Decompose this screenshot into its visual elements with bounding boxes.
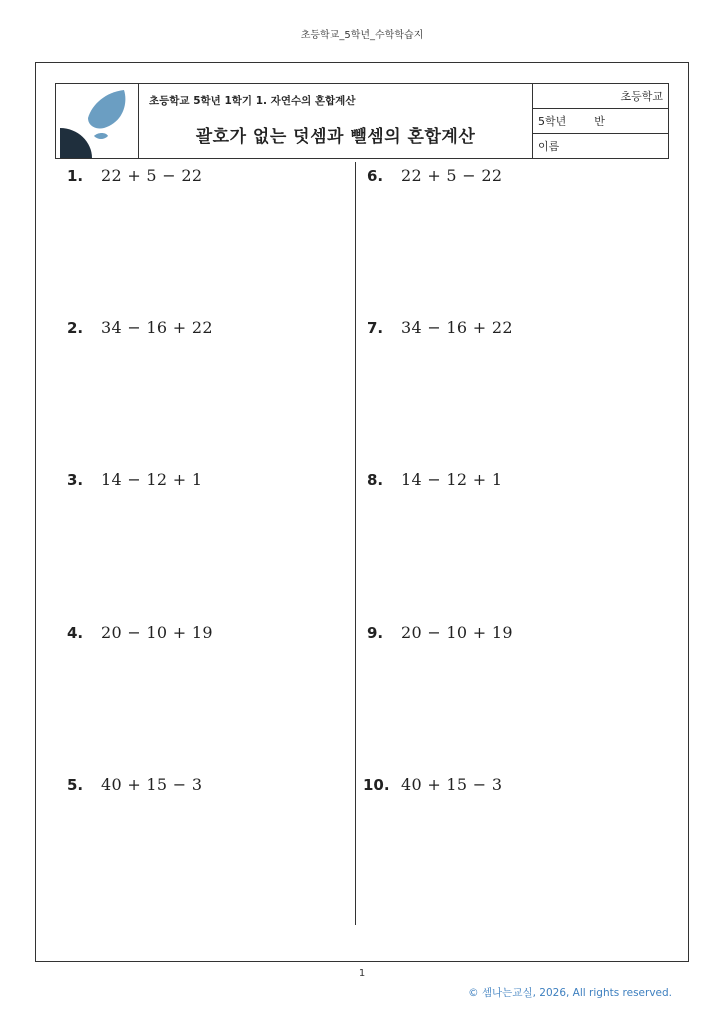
problem-number: 5.: [67, 776, 84, 794]
problem-expression: 14 − 12 + 1: [401, 470, 503, 489]
water-drop-logo-icon: [58, 88, 134, 158]
problem-number: 9.: [367, 624, 384, 642]
copyright-notice: © 셈나는교실, 2026, All rights reserved.: [468, 987, 672, 999]
problem-2: [67, 318, 213, 337]
page-number: 1: [358, 968, 366, 979]
grade-class-row[interactable]: [533, 109, 668, 134]
problem-10: [363, 775, 502, 794]
column-divider: [355, 162, 356, 925]
problem-9: [367, 623, 513, 642]
problem-number: 1.: [67, 167, 84, 185]
running-title: 초등학교_5학년_수학학습지: [300, 30, 424, 41]
problem-1: [67, 166, 202, 185]
problem-number: 8.: [367, 471, 384, 489]
problem-expression: 20 − 10 + 19: [401, 623, 513, 642]
problem-expression: 20 − 10 + 19: [101, 623, 213, 642]
worksheet-header: [55, 83, 669, 159]
school-label: 초등학교: [620, 90, 663, 103]
problem-5: [67, 775, 202, 794]
problem-number: 3.: [67, 471, 84, 489]
problem-8: [367, 470, 502, 489]
student-info: [533, 84, 668, 158]
logo-cell: [56, 84, 139, 158]
problem-number: 2.: [67, 319, 84, 337]
page-frame: [35, 62, 689, 962]
problem-expression: 34 − 16 + 22: [401, 318, 513, 337]
problem-expression: 34 − 16 + 22: [101, 318, 213, 337]
problem-number: 10.: [363, 776, 390, 794]
name-label: 이름: [538, 140, 560, 153]
grade-label: 5학년: [538, 115, 567, 128]
problem-expression: 22 + 5 − 22: [101, 166, 203, 185]
title-cell: [139, 84, 533, 158]
school-row: [533, 84, 668, 109]
worksheet-subtitle: 초등학교 5학년 1학기 1. 자연수의 혼합계산: [149, 95, 356, 107]
worksheet-title: 괄호가 없는 덧셈과 뺄셈의 혼합계산: [195, 127, 476, 147]
problem-expression: 40 + 15 − 3: [101, 775, 203, 794]
problem-expression: 14 − 12 + 1: [101, 470, 203, 489]
problem-3: [67, 470, 202, 489]
class-label: 반: [594, 115, 605, 128]
problem-number: 7.: [367, 319, 384, 337]
problem-7: [367, 318, 513, 337]
problem-expression: 22 + 5 − 22: [401, 166, 503, 185]
problem-number: 4.: [67, 624, 84, 642]
problem-4: [67, 623, 213, 642]
problem-6: [367, 166, 502, 185]
problem-expression: 40 + 15 − 3: [401, 775, 503, 794]
problem-number: 6.: [367, 167, 384, 185]
name-row[interactable]: [533, 134, 668, 158]
